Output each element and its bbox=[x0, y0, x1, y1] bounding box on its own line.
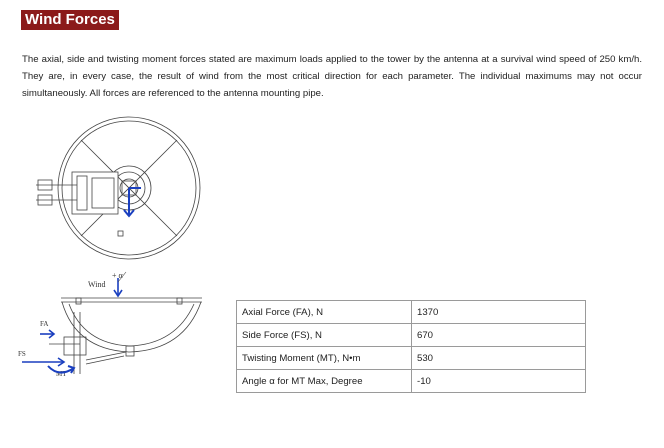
row-value: 530 bbox=[412, 347, 586, 370]
fa-arrow bbox=[40, 330, 54, 338]
table-row bbox=[237, 370, 586, 393]
fa-label: FA bbox=[40, 320, 49, 328]
antenna-diagram bbox=[14, 112, 229, 387]
table-row bbox=[237, 324, 586, 347]
fs-arrow bbox=[22, 358, 64, 366]
angle-label: + α bbox=[112, 271, 123, 280]
section-title: Wind Forces bbox=[21, 10, 119, 30]
row-label: Angle α for MT Max, Degree bbox=[237, 370, 412, 393]
antenna-side-view bbox=[49, 298, 202, 374]
wind-label: Wind bbox=[88, 280, 106, 289]
wind-forces-table bbox=[236, 300, 586, 393]
antenna-front-view bbox=[36, 117, 200, 259]
row-label: Side Force (FS), N bbox=[237, 324, 412, 347]
row-value: -10 bbox=[412, 370, 586, 393]
front-view-arrows bbox=[124, 188, 141, 216]
row-label: Twisting Moment (MT), N•m bbox=[237, 347, 412, 370]
table-row bbox=[237, 347, 586, 370]
mt-label: MT bbox=[56, 370, 67, 378]
table-row bbox=[237, 301, 586, 324]
row-label: Axial Force (FA), N bbox=[237, 301, 412, 324]
fs-label: FS bbox=[18, 350, 26, 358]
row-value: 670 bbox=[412, 324, 586, 347]
row-value: 1370 bbox=[412, 301, 586, 324]
wind-arrow bbox=[114, 278, 122, 296]
intro-paragraph: The axial, side and twisting moment forces stated are maximum loads applied to the tower by the antenna at a survival wind speed of 250 km/h. They are, in every case, the result of wind from the most critical direction for each parameter. The individual maximums may not occur simultaneously. All forces are referenced to the antenna mounting pipe. bbox=[22, 54, 642, 99]
